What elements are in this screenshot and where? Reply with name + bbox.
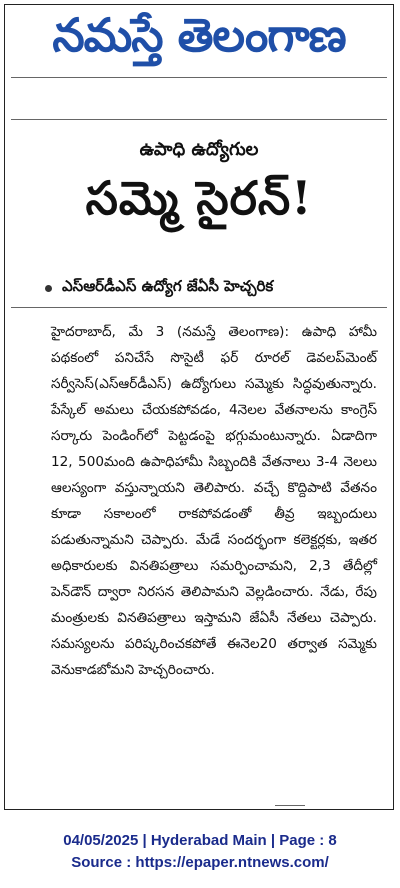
article-body — [51, 319, 377, 683]
footer-source: Source : https://epaper.ntnews.com/ — [71, 854, 329, 871]
subhead-divider — [11, 307, 387, 308]
article-paragraph: హైదరాబాద్, మే 3 (నమస్తే తెలంగాణ): ఉపాధి హామీ పథకంలో పనిచేసే సొసైటీ ఫర్ రూరల్ డెవలప్‌మెంట్ సర్వీసెస్(ఎస్ఆర్‌డీఎస్) ఉద్యోగులు సమ్మెకు సిద్ధవుతున్నారు. పేస్కేల్ అమలు చేయకపోవడం, 4నెలల వేతనాలను కాంగ్రెస్ సర్కారు పెండింగ్‌లో పెట్టడంపై భగ్గుమంటున్నారు. ఏడాదిగా 12, 500మంది ఉపాధిహామీ సిబ్బందికి వేతనాలు 3-4 నెలలు ఆలస్యంగా వస్తున్నాయని తెలిపారు. వచ్చే కొద్దిపాటి వేతనం కూడా సకాలంలో రాకపోవడంతో తీవ్ర ఇబ్బందులు పడుతున్నామని చెప్పారు. మేడే సందర్భంగా కలెక్టర్లకు, ఇతర అధికారులకు వినతిపత్రాలు సమర్పించామని, 2,3 తేదీల్లో పెన్‌డౌన్ ద్వారా నిరసన తెలిపామని వెల్లడించారు. నేడు, రేపు మంత్రులకు వినతిపత్రాలు ఇస్తామని జేఏసీ నేతలు చెప్పారు. సమస్యలను పరిష్కరించకపోతే ఈనెల20 తర్వాత సమ్మెకు వెనుకాడబోమని హెచ్చరించారు. — [51, 324, 377, 678]
article-headline: సమ్మె సైరన్! — [85, 171, 313, 225]
footer-info: 04/05/2025 | Hyderabad Main | Page : 8 — [63, 832, 337, 849]
article-end-mark — [275, 805, 305, 806]
masthead-divider — [11, 77, 387, 78]
bullet-icon — [45, 285, 52, 292]
subhead-text: ఎస్ఆర్‌డీఎస్ ఉద్యోగ జేఏసీ హెచ్చరిక — [62, 277, 274, 295]
clipping-frame — [4, 4, 394, 810]
article-subhead — [45, 277, 387, 299]
newspaper-masthead: నమస్తే తెలంగాణ — [52, 11, 346, 62]
section-divider — [11, 119, 387, 120]
article-kicker: ఉపాధి ఉద్యోగుల — [139, 139, 259, 160]
